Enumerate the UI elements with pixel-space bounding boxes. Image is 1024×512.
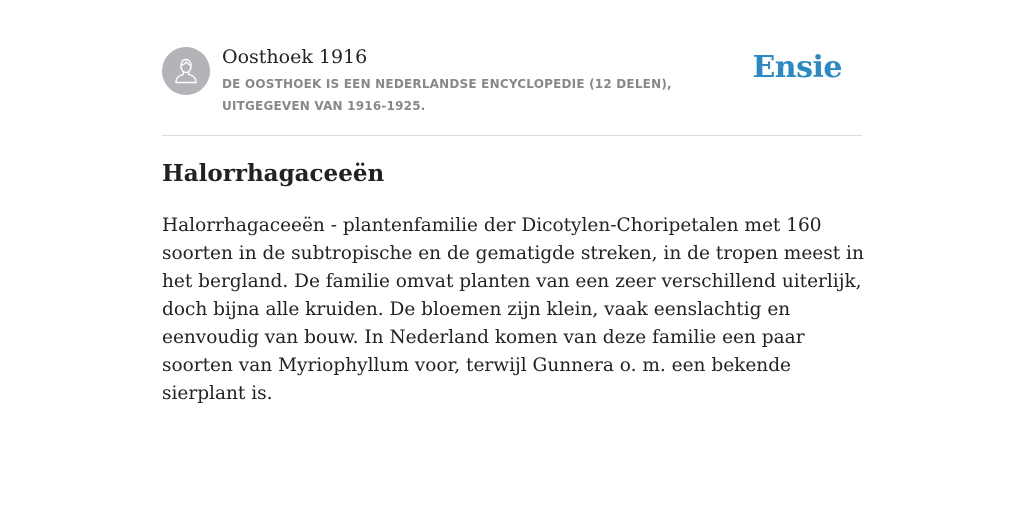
source-header (162, 0, 862, 136)
page-container (162, 0, 864, 404)
user-silhouette-icon (171, 56, 201, 86)
source-name[interactable]: Oosthoek 1916 (222, 46, 368, 68)
article-body: Halorrhagaceeën - plantenfamilie der Dicotylen-Choripetalen met 160 soorten in de subtropische en de gematigde streken, in de tropen meest in het bergland. De familie omvat planten van een zeer verschillend uiterlijk, doch bijna alle kruiden. De bloemen zijn klein, vaak eenslachtig en eenvoudig van bouw. In Nederland komen van deze familie een paar soorten van Myriophyllum voor, terwijl Gunnera o. m. een bekende sierplant is. (162, 215, 864, 404)
source-description: DE OOSTHOEK IS EEN NEDERLANDSE ENCYCLOPEDIE (12 DELEN), UITGEGEVEN VAN 1916-1925. (222, 77, 672, 113)
article-title: Halorrhagaceeën (162, 160, 385, 187)
avatar (162, 47, 210, 95)
brand-logo[interactable]: Ensie (752, 50, 842, 85)
